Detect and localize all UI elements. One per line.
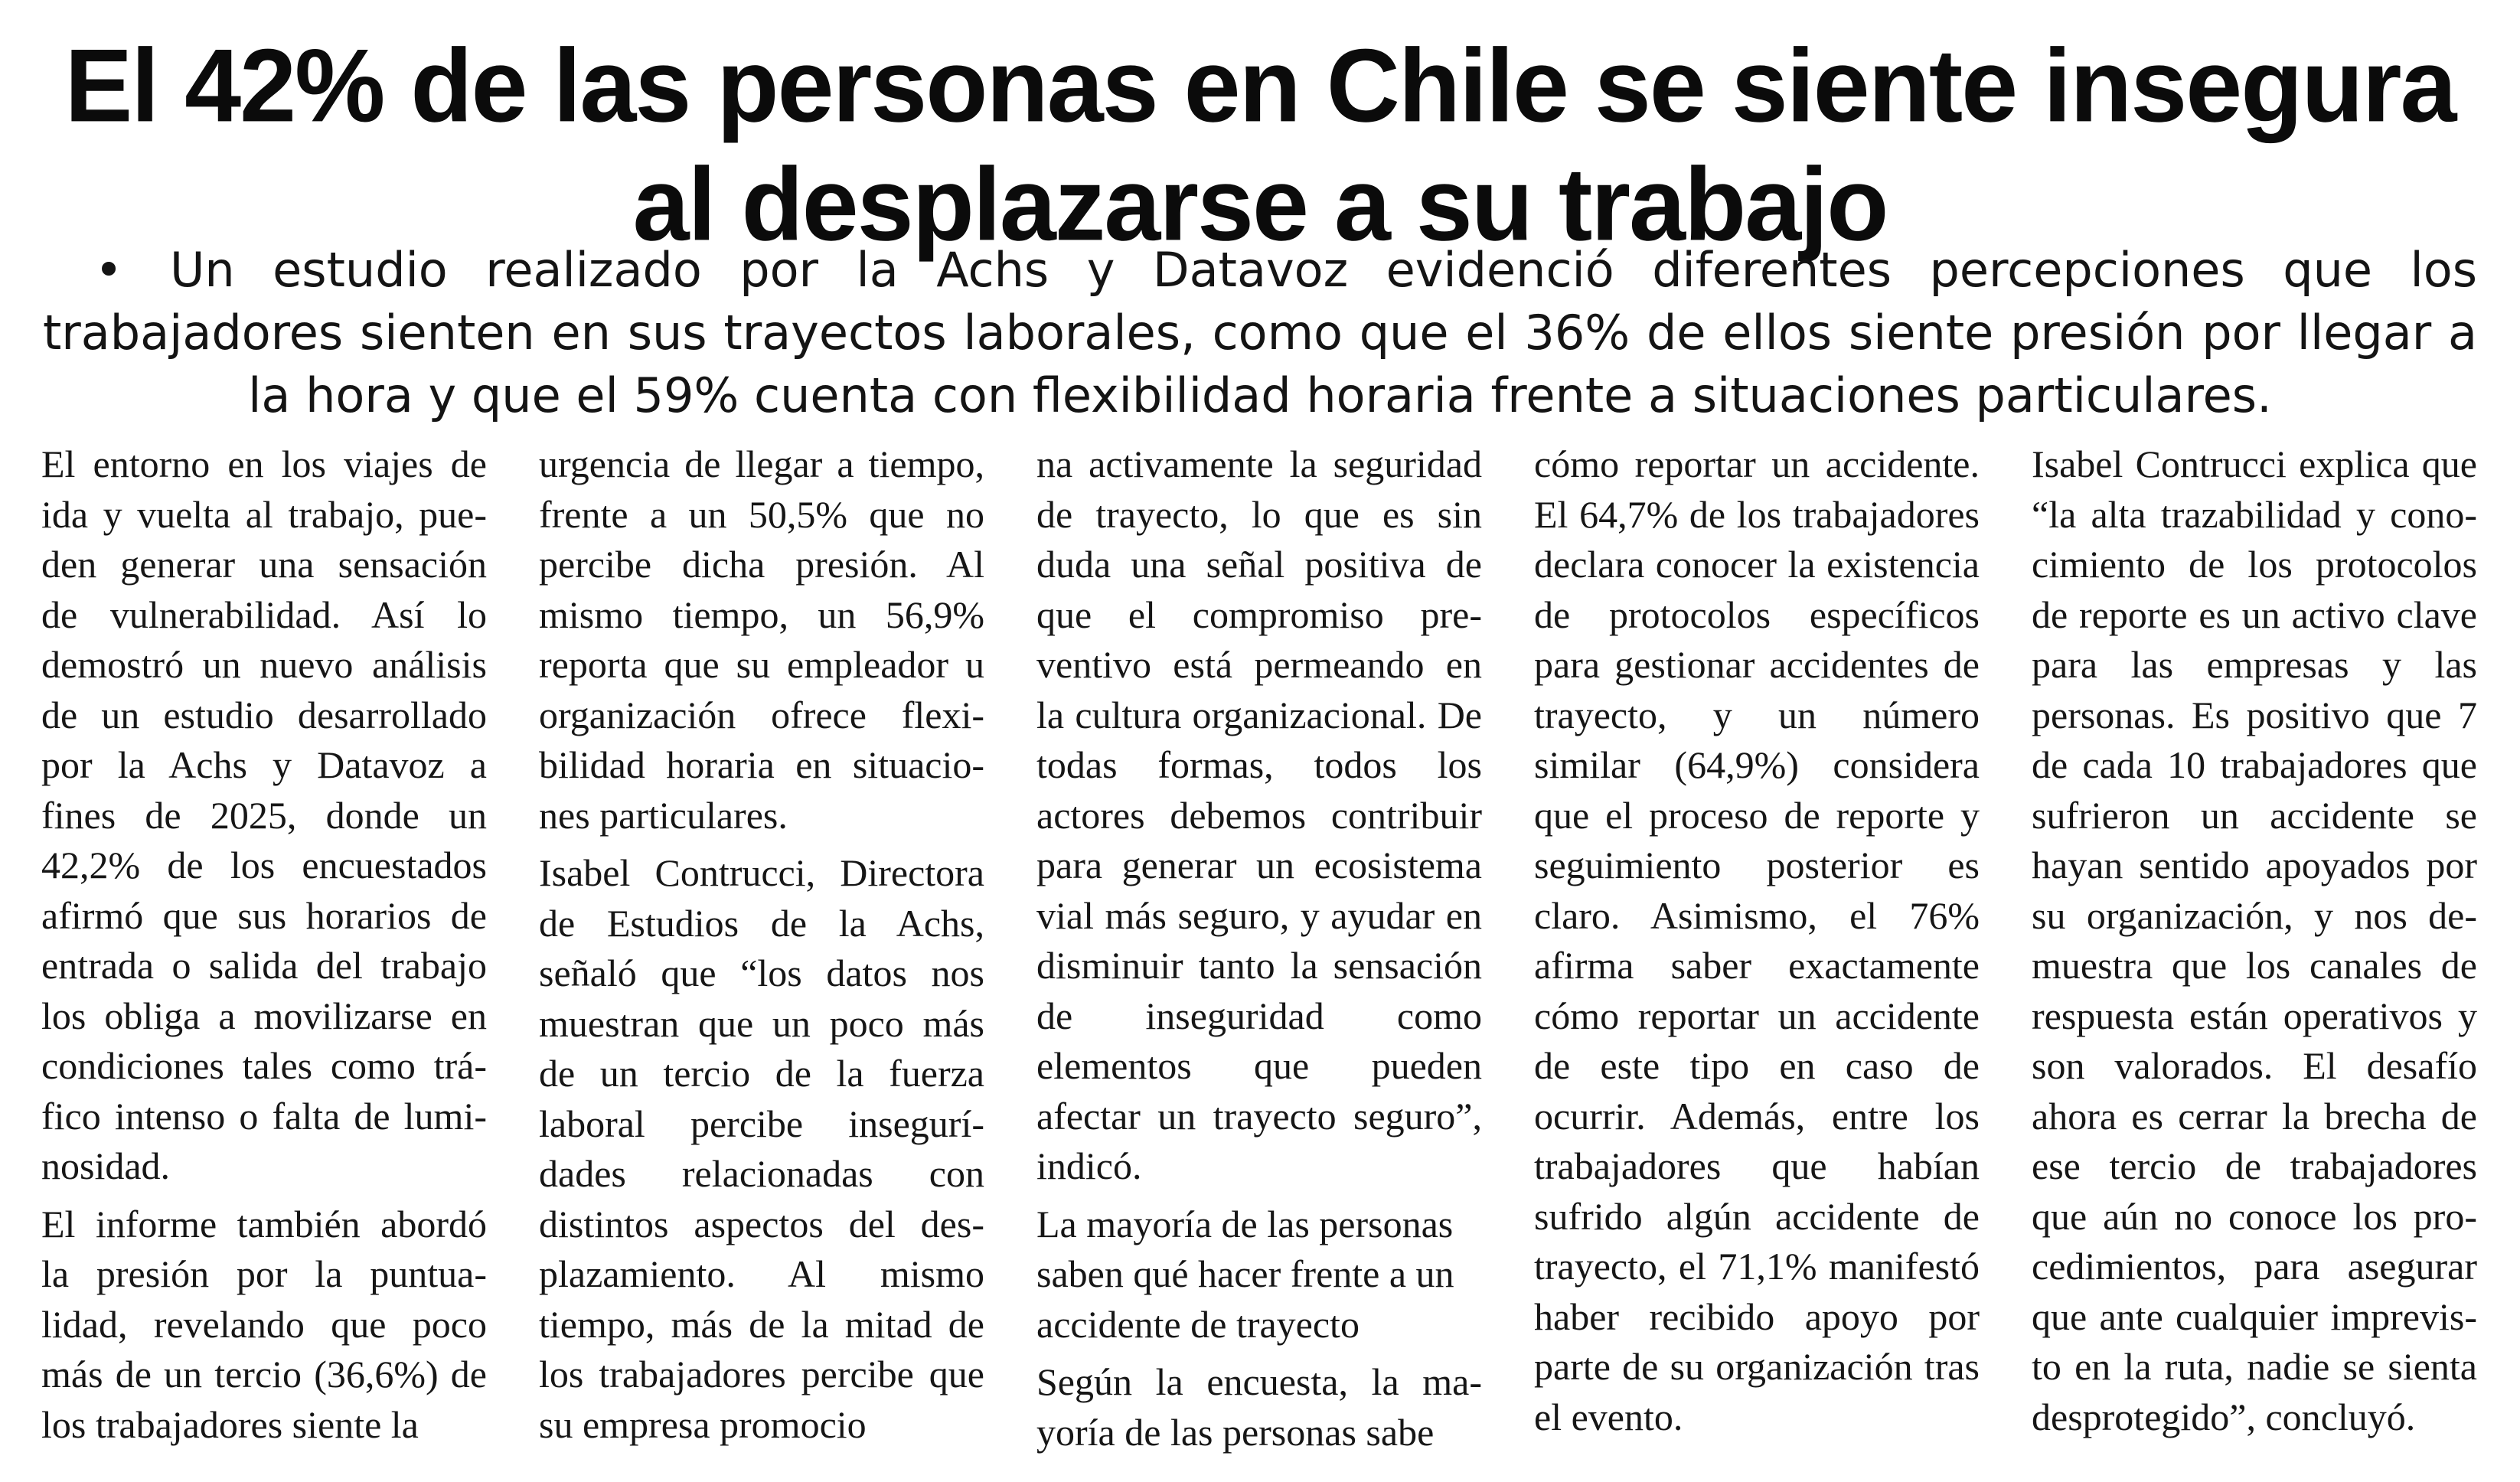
paragraph: na activamente la seguridad de trayecto, lo que es sin duda una señal positiva de que el compromiso preventivo está permeando en la cultura organizacional. De todas formas, todos los actores debemos contribuir para generar un ecosistema vial más seguro, y ayudar en disminuir tanto la sensación de inseguridad como elementos que pueden afectar un trayecto seguro”, indicó. <box>1036 442 1482 1187</box>
paragraph: cómo reportar un accidente. El 64,7% de los trabajadores declara conocer la existencia de protocolos específicos para gestionar accidentes de trayecto, y un número similar (64,9%) considera que el proceso de reporte y seguimiento posterior es claro. Asimismo, el 76% afirma saber exactamente cómo reportar un accidente de este tipo en caso de ocurrir. Además, entre los trabajadores que habían sufrido algún accidente de trayecto, el 71,1% manifestó haber recibido apoyo por parte de su organización tras el evento. <box>1534 442 1980 1438</box>
column-4 <box>1534 439 1980 1450</box>
column-5 <box>2032 439 2477 1450</box>
headline: El 42% de las personas en Chile se siente insegura al desplazarse a su trabajo <box>64 28 2456 263</box>
column-1 <box>41 439 487 1458</box>
subhead-bullet: • <box>94 242 123 298</box>
section-subtitle: La mayoría de las personas saben qué hacer frente a un accidente de trayecto <box>1036 1202 1454 1346</box>
paragraph: El entorno en los viajes de ida y vuelta al trabajo, pueden generar una sensación de vulnerabilidad. Así lo demostró un nuevo análisis de un estudio desarrollado por la Achs y Datavoz a fines de 2025, donde un 42,2% de los encuestados afirmó que sus horarios de entrada o salida del trabajo los obliga a movilizarse en condiciones tales como tráfico intenso o falta de luminosidad. <box>41 442 487 1187</box>
paragraph: Isabel Contrucci explica que “la alta trazabilidad y conocimiento de los protocolos de reporte es un activo clave para las empresas y las personas. Es positivo que 7 de cada 10 trabajadores que sufrieron un accidente se hayan sentido apoyados por su organización, y nos demuestra que los canales de respuesta están operativos y son valorados. El desafío ahora es cerrar la brecha de ese tercio de trabajadores que aún no conoce los procedimientos, para asegurar que ante cualquier imprevisto en la ruta, nadie se sienta desprotegido”, concluyó. <box>2032 442 2477 1438</box>
paragraph: urgencia de llegar a tiempo, frente a un 50,5% que no percibe dicha presión. Al mismo tiempo, un 56,9% reporta que su empleador u organización ofrece flexibilidad horaria en situaciones particulares. <box>539 442 984 837</box>
subhead <box>43 239 2477 427</box>
subhead-text: Un estudio realizado por la Achs y Datavoz evidenció diferentes percepciones que los trabajadores sienten en sus trayectos laborales, como que el 36% de ellos siente presión por llegar a la hora y que el 59% cuenta con flexibilidad horaria frente a situaciones particulares. <box>43 242 2477 423</box>
paragraph: Según la encuesta, la mayoría de las personas sabe <box>1036 1360 1482 1454</box>
article-body <box>41 439 2479 1458</box>
paragraph: El informe también abordó la presión por la puntualidad, revelando que poco más de un tercio (36,6%) de los trabajadores siente la <box>41 1202 487 1446</box>
column-3 <box>1036 439 1482 1465</box>
column-2 <box>539 439 984 1458</box>
paragraph: Isabel Contrucci, Directora de Estudios de la Achs, señaló que “los datos nos muestran que un poco más de un tercio de la fuerza laboral percibe insegurídades relacionadas con distintos aspectos del desplazamiento. Al mismo tiempo, más de la mitad de los trabajadores percibe que su empresa promocio <box>539 851 984 1446</box>
